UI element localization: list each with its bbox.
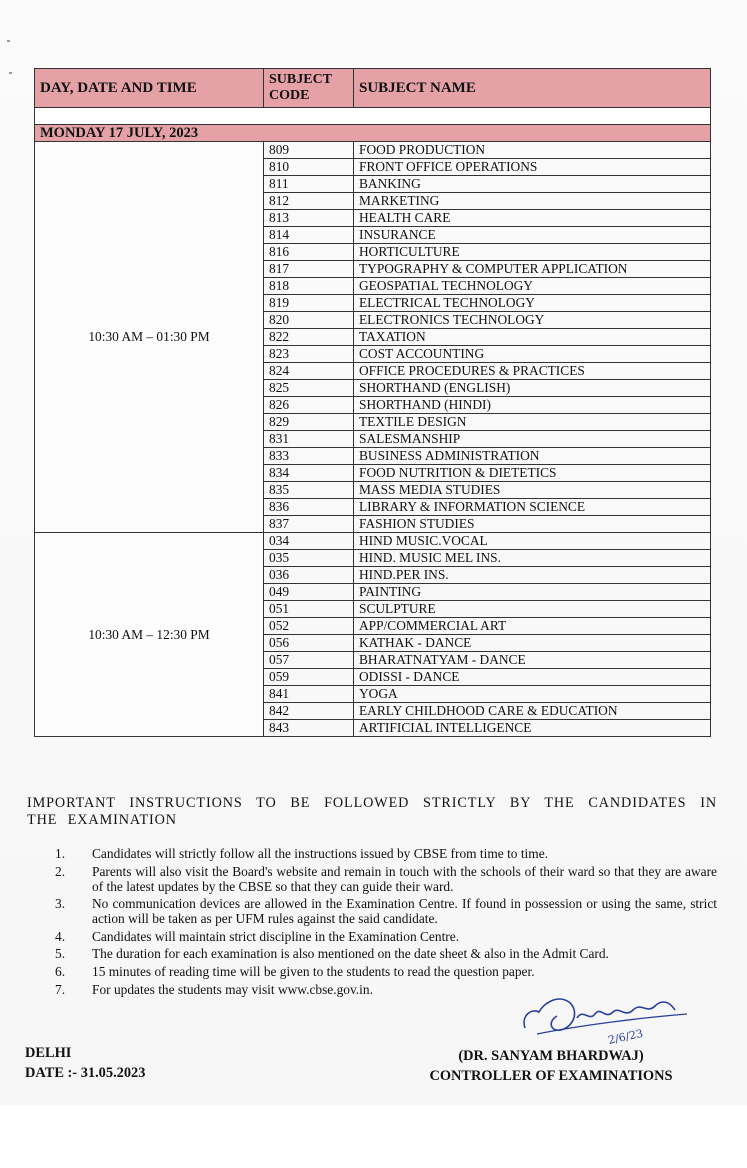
subject-code-cell: 819 [264, 295, 354, 312]
instruction-text: Candidates will strictly follow all the instructions issued by CBSE from time to time. [92, 846, 548, 861]
subject-name-cell: APP/COMMERCIAL ART [354, 618, 711, 635]
instruction-number: 7. [55, 981, 66, 997]
blank-row [35, 108, 711, 125]
subject-code-cell: 049 [264, 584, 354, 601]
instruction-item [52, 864, 717, 894]
day-row [35, 125, 711, 142]
subject-code-cell: 837 [264, 516, 354, 533]
subject-name-cell: EARLY CHILDHOOD CARE & EDUCATION [354, 703, 711, 720]
header-subject-code: SUBJECT CODE [264, 69, 354, 108]
subject-name-cell: HIND.PER INS. [354, 567, 711, 584]
place-label: DELHI [25, 1045, 72, 1061]
subject-name-cell: TEXTILE DESIGN [354, 414, 711, 431]
subject-name-cell: ARTIFICIAL INTELLIGENCE [354, 720, 711, 737]
subject-code-cell: 811 [264, 176, 354, 193]
subject-name-cell: BHARATNATYAM - DANCE [354, 652, 711, 669]
subject-name-cell: FRONT OFFICE OPERATIONS [354, 159, 711, 176]
subject-name-cell: HORTICULTURE [354, 244, 711, 261]
subject-code-cell: 843 [264, 720, 354, 737]
subject-code-cell: 834 [264, 465, 354, 482]
subject-code-cell: 818 [264, 278, 354, 295]
instructions-title: IMPORTANT INSTRUCTIONS TO BE FOLLOWED STRICTLY BY THE CANDIDATES IN THE EXAMINATION [27, 795, 717, 828]
subject-code-cell: 824 [264, 363, 354, 380]
instruction-text: For updates the students may visit www.cbse.gov.in. [92, 981, 373, 997]
signatory-title: CONTROLLER OF EXAMINATIONS [429, 1068, 673, 1084]
subject-name-cell: FOOD NUTRITION & DIETETICS [354, 465, 711, 482]
subject-name-cell: SALESMANSHIP [354, 431, 711, 448]
instruction-number: 6. [55, 963, 66, 979]
subject-code-cell: 817 [264, 261, 354, 278]
instructions-list [52, 846, 717, 999]
instruction-number: 2. [55, 863, 66, 879]
subject-code-cell: 036 [264, 567, 354, 584]
subject-name-cell: HIND MUSIC.VOCAL [354, 533, 711, 550]
page-bottom-margin [0, 1105, 747, 1168]
subject-code-cell: 035 [264, 550, 354, 567]
instruction-text: Candidates will maintain strict discipline in the Examination Centre. [92, 928, 460, 944]
place-date-block [25, 1043, 145, 1083]
subject-name-cell: BANKING [354, 176, 711, 193]
table-row [35, 142, 711, 159]
subject-code-cell: 813 [264, 210, 354, 227]
instruction-number: 5. [55, 946, 66, 962]
day-label: MONDAY 17 JULY, 2023 [35, 125, 711, 142]
subject-name-cell: OFFICE PROCEDURES & PRACTICES [354, 363, 711, 380]
instruction-item [52, 846, 717, 861]
instruction-text: 15 minutes of reading time will be given to the students to read the question paper. [92, 963, 535, 979]
subject-name-cell: TYPOGRAPHY & COMPUTER APPLICATION [354, 261, 711, 278]
subject-name-cell: YOGA [354, 686, 711, 703]
subject-name-cell: ELECTRICAL TECHNOLOGY [354, 295, 711, 312]
subject-name-cell: COST ACCOUNTING [354, 346, 711, 363]
time-slot-cell: 10:30 AM – 01:30 PM [35, 142, 264, 533]
subject-code-cell: 826 [264, 397, 354, 414]
header-subject-name: SUBJECT NAME [354, 69, 711, 108]
subject-name-cell: FASHION STUDIES [354, 516, 711, 533]
subject-name-cell: MARKETING [354, 193, 711, 210]
subject-code-cell: 051 [264, 601, 354, 618]
signatory-name: (DR. SANYAM BHARDWAJ) [458, 1048, 644, 1064]
subject-name-cell: BUSINESS ADMINISTRATION [354, 448, 711, 465]
subject-name-cell: MASS MEDIA STUDIES [354, 482, 711, 499]
subject-code-cell: 810 [264, 159, 354, 176]
subject-code-cell: 833 [264, 448, 354, 465]
subject-name-cell: FOOD PRODUCTION [354, 142, 711, 159]
subject-name-cell: HIND. MUSIC MEL INS. [354, 550, 711, 567]
subject-code-cell: 831 [264, 431, 354, 448]
subject-name-cell: PAINTING [354, 584, 711, 601]
subject-code-cell: 829 [264, 414, 354, 431]
date-sheet-table [34, 68, 711, 737]
instruction-text: No communication devices are allowed in the Examination Centre. If found in possession or using the same, strict action will be taken as per UFM rules against the said candidate. [92, 896, 717, 927]
table-body [35, 108, 711, 737]
subject-name-cell: ELECTRONICS TECHNOLOGY [354, 312, 711, 329]
subject-code-cell: 820 [264, 312, 354, 329]
subject-code-cell: 835 [264, 482, 354, 499]
subject-code-cell: 809 [264, 142, 354, 159]
scan-speck [7, 40, 10, 42]
subject-code-cell: 056 [264, 635, 354, 652]
instruction-text: The duration for each examination is also mentioned on the date sheet & also in the Admit Card. [92, 946, 609, 962]
instruction-number: 1. [55, 846, 66, 861]
instruction-item [52, 929, 717, 944]
instruction-item [52, 946, 717, 961]
subject-code-cell: 814 [264, 227, 354, 244]
scan-speck [9, 72, 12, 74]
subject-code-cell: 842 [264, 703, 354, 720]
subject-code-cell: 812 [264, 193, 354, 210]
subject-code-cell: 841 [264, 686, 354, 703]
instruction-item [52, 964, 717, 979]
subject-name-cell: SHORTHAND (HINDI) [354, 397, 711, 414]
table-header-row [35, 69, 711, 108]
header-day-date-time: DAY, DATE AND TIME [35, 69, 264, 108]
subject-name-cell: HEALTH CARE [354, 210, 711, 227]
subject-code-cell: 836 [264, 499, 354, 516]
instruction-text: Parents will also visit the Board's website and remain in touch with the schools of their ward so that they are aware of the latest updates by the CBSE so that they can guide their ward. [92, 863, 717, 894]
subject-code-cell: 034 [264, 533, 354, 550]
subject-code-cell: 823 [264, 346, 354, 363]
subject-name-cell: LIBRARY & INFORMATION SCIENCE [354, 499, 711, 516]
instruction-number: 4. [55, 928, 66, 944]
issue-date: DATE :- 31.05.2023 [25, 1065, 146, 1081]
time-slot-cell: 10:30 AM – 12:30 PM [35, 533, 264, 737]
svg-text:2/6/23: 2/6/23 [606, 1026, 645, 1047]
subject-name-cell: SHORTHAND (ENGLISH) [354, 380, 711, 397]
subject-name-cell: SCULPTURE [354, 601, 711, 618]
subject-name-cell: ODISSI - DANCE [354, 669, 711, 686]
subject-code-cell: 822 [264, 329, 354, 346]
subject-name-cell: INSURANCE [354, 227, 711, 244]
instruction-item [52, 896, 717, 926]
subject-name-cell: GEOSPATIAL TECHNOLOGY [354, 278, 711, 295]
subject-code-cell: 059 [264, 669, 354, 686]
subject-code-cell: 052 [264, 618, 354, 635]
subject-code-cell: 825 [264, 380, 354, 397]
subject-code-cell: 816 [264, 244, 354, 261]
subject-code-cell: 057 [264, 652, 354, 669]
instruction-number: 3. [55, 896, 66, 912]
subject-name-cell: TAXATION [354, 329, 711, 346]
signatory-block [406, 1046, 696, 1086]
table-row [35, 533, 711, 550]
subject-name-cell: KATHAK - DANCE [354, 635, 711, 652]
